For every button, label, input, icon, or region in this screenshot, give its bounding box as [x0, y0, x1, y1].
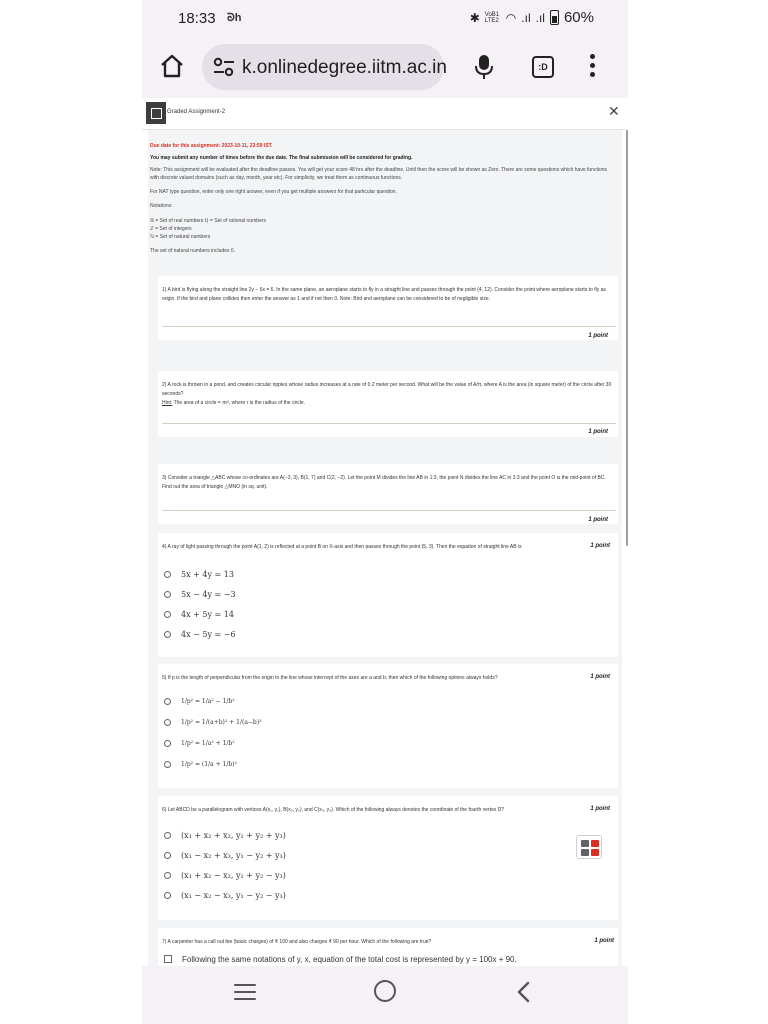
- radio-button[interactable]: [164, 872, 171, 879]
- option-1[interactable]: [164, 828, 286, 842]
- option-2[interactable]: [164, 715, 262, 729]
- question-text: 3) Consider a triangle △ABC whose co-ordinates are A(−3, 3), B(1, 7) and C(2, −2). Let the point M divides the line AB in 1:3, the point N divides the line AC in 2:3 and the point O is the mid-point of BC. Find out the area of triangle △MNO (in sq. unit).: [162, 475, 606, 490]
- question-text: 5) If p is the length of perpendicular from the origin to the line whose intercept of the axes are a and b, then which of the following options always holds?: [162, 675, 498, 681]
- notation-integers: ℤ = Set of integers: [150, 226, 192, 232]
- option-label: Following the same notations of y, x, equation of the total cost is represented by y = 100x + 90.: [182, 954, 517, 964]
- assignment-scroll-area[interactable]: [148, 130, 622, 966]
- assignment-info: [150, 140, 616, 261]
- assignment-page: [142, 98, 628, 966]
- option-1[interactable]: [164, 952, 517, 966]
- option-2[interactable]: [164, 587, 236, 601]
- home-nav-icon[interactable]: [374, 980, 396, 1002]
- option-label: 1/p² = 1/a² − 1/b²: [181, 697, 235, 705]
- status-bar: [142, 0, 628, 36]
- url-text[interactable]: k.onlinedegree.iitm.ac.in: [242, 57, 447, 78]
- radio-button[interactable]: [164, 611, 171, 618]
- question-text: 1) A bird is flying along the straight line 2y − 6x = 6. In the same plane, an aeroplane starts to fly in a straight line and passes through the point (4, 12). Consider the point where aeroplane starts to fly as origin. If the bird and plane collides then enter the answer as 1 and if not then 0. Note: Bird and aeroplane can be considered to be of negligible size.: [162, 287, 606, 302]
- network-label: VoB1 LTE2: [484, 11, 500, 24]
- address-bar[interactable]: [202, 44, 447, 90]
- option-label: (x₁ + x₂ − x₃, y₁ + y₂ − y₃): [181, 870, 286, 880]
- option-label: 4x − 5y = −6: [181, 629, 236, 639]
- radio-button[interactable]: [164, 892, 171, 899]
- option-label: (x₁ − x₂ − x₃, y₁ − y₂ − y₃): [181, 890, 286, 900]
- natural-numbers-note: The set of natural numbers includes 0.: [150, 248, 236, 254]
- question-points: 1 point: [588, 333, 608, 339]
- option-label: 4x + 5y = 14: [181, 609, 234, 619]
- option-4[interactable]: [164, 888, 286, 902]
- option-2[interactable]: [164, 848, 286, 862]
- question-card-7: [158, 928, 618, 966]
- question-points: 1 point: [590, 674, 610, 680]
- question-card-4: [158, 533, 618, 657]
- answer-input[interactable]: [162, 423, 616, 424]
- question-card-6: [158, 796, 618, 920]
- question-text: 6) Let ABCD be a parallelogram with vertices A(x₁, y₁), B(x₂, y₂), and C(x₃, y₃). Which of the following always denotes the coordinate of the fourth vertex D?: [162, 807, 505, 813]
- radio-button[interactable]: [164, 832, 171, 839]
- radio-button[interactable]: [164, 571, 171, 578]
- question-text: 7) A carpenter has a call out fee (basic charges) of ₹ 100 and also charges ₹ 90 per hour. Which of the following are true?: [162, 939, 432, 945]
- home-icon[interactable]: [158, 52, 186, 80]
- submit-note: You may submit any number of times before the due date. The final submission will be considered for grading.: [150, 155, 413, 161]
- option-label: 5x + 4y = 13: [181, 569, 234, 579]
- option-label: 5x − 4y = −3: [181, 589, 236, 599]
- option-label: 1/p² = (1/a + 1/b)²: [181, 760, 237, 768]
- mic-icon[interactable]: [474, 54, 494, 80]
- bluetooth-icon: ✱: [469, 10, 480, 25]
- due-date: Due date for this assignment: 2023-10-11, 23:59 IST.: [150, 143, 273, 149]
- system-nav-bar: [142, 966, 628, 1024]
- radio-button[interactable]: [164, 852, 171, 859]
- option-4[interactable]: [164, 757, 237, 771]
- question-card-1: [158, 276, 618, 340]
- browser-toolbar: [142, 36, 628, 98]
- hint-label: Hint:: [162, 400, 173, 406]
- status-icons: [470, 9, 594, 26]
- radio-button[interactable]: [164, 719, 171, 726]
- back-icon[interactable]: [512, 980, 536, 1004]
- option-3[interactable]: [164, 868, 286, 882]
- battery-percent: 60%: [563, 9, 594, 26]
- option-label: 1/p² = 1/(a+b)² + 1/(a−b)²: [181, 718, 262, 726]
- checkbox[interactable]: [164, 955, 172, 963]
- radio-button[interactable]: [164, 761, 171, 768]
- nat-note: For NAT type question, enter only one right answer, even if you get multiple answers for that particular question.: [150, 189, 397, 195]
- radio-button[interactable]: [164, 698, 171, 705]
- option-4[interactable]: [164, 627, 236, 641]
- question-points: 1 point: [588, 517, 608, 523]
- option-label: (x₁ + x₂ + x₃, y₁ + y₂ + y₃): [181, 830, 286, 840]
- dialog-title: Graded Assignment-2: [167, 109, 226, 115]
- notation-naturals: ℕ = Set of natural numbers: [150, 234, 211, 240]
- wifi-icon: ◠: [505, 10, 517, 25]
- option-3[interactable]: [164, 736, 235, 750]
- phone-screen: [142, 0, 628, 1024]
- clock: 18:33: [178, 10, 216, 27]
- notation-reals: ℝ = Set of real numbers ℚ = Set of rational numbers: [150, 218, 267, 224]
- option-3[interactable]: [164, 607, 234, 621]
- close-icon[interactable]: ✕: [608, 103, 620, 119]
- dialog-header: [142, 100, 628, 126]
- question-text: 4) A ray of light passing through the point A(1, 2) is reflected at a point B on X-axis and then passes through the point (5, 3). Then the equation of straight line AB is: [162, 544, 522, 550]
- question-points: 1 point: [594, 938, 614, 944]
- question-points: 1 point: [588, 429, 608, 435]
- battery-icon: [550, 10, 559, 25]
- assignment-icon: [146, 102, 166, 124]
- radio-button[interactable]: [164, 591, 171, 598]
- question-points: 1 point: [590, 806, 610, 812]
- scrollbar[interactable]: [626, 130, 628, 546]
- tab-switcher-icon[interactable]: :D: [532, 56, 554, 78]
- answer-input[interactable]: [162, 326, 616, 327]
- site-settings-icon[interactable]: [212, 56, 236, 78]
- option-1[interactable]: [164, 567, 234, 581]
- radio-button[interactable]: [164, 631, 171, 638]
- notification-icon: ᘐh: [227, 12, 242, 24]
- option-label: 1/p² = 1/a² + 1/b²: [181, 739, 235, 747]
- radio-button[interactable]: [164, 740, 171, 747]
- signal-icon-1: .ıl: [521, 10, 531, 25]
- hint-text: The area of a circle = πr², where r is the radius of the circle.: [172, 400, 305, 406]
- question-points: 1 point: [590, 543, 610, 549]
- recent-apps-icon[interactable]: [234, 984, 256, 1002]
- notations-title: Notations:: [150, 203, 173, 209]
- question-card-2: [158, 371, 618, 437]
- option-1[interactable]: [164, 694, 235, 708]
- question-card-3: [158, 464, 618, 524]
- option-label: (x₁ − x₂ + x₃, y₁ − y₂ + y₃): [181, 850, 286, 860]
- question-text: 2) A rock is thrown in a pond, and creates circular ripples whose radius increases at a rate of 0.2 meter per second. What will be the value of A/π, where A is the area (in square meter) of the circle after 30 seconds? Hint: The area of a circle = πr², where r is the radius of the circle.: [162, 382, 612, 406]
- signal-icon-2: .ıl: [535, 10, 545, 25]
- answer-input[interactable]: [162, 510, 616, 511]
- evaluation-note: Note: This assignment will be evaluated after the deadline passes. You will get your score 48 hrs after the deadline. Until then the score will be shown as Zero. There are some questions which have functions with discrete valued domains (such as day, month, year etc). For simplicity, we treat them as continuous functions.: [150, 167, 608, 181]
- calculator-icon[interactable]: [576, 835, 602, 859]
- more-vert-icon[interactable]: [588, 54, 596, 80]
- question-card-5: [158, 664, 618, 788]
